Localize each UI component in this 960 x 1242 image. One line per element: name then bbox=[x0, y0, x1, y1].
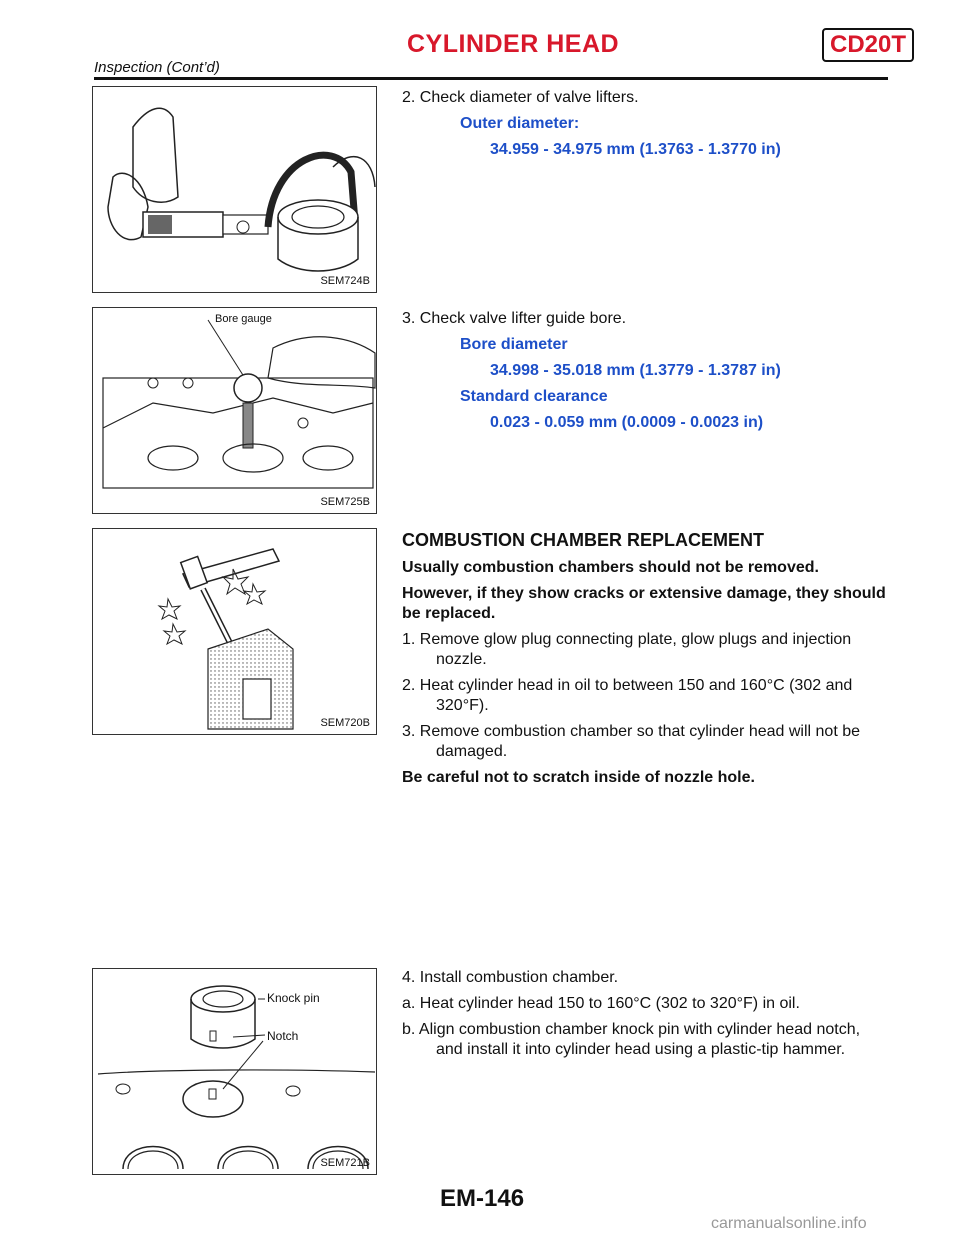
figure-label: SEM725B bbox=[320, 496, 370, 508]
note-do-not-remove: Usually combustion chambers should not be removed. bbox=[402, 559, 819, 576]
step-heat-cylinder-head: 2. Heat cylinder head in oil to between 150 and 160°C (302 and 320°F). bbox=[402, 677, 853, 714]
step-check-lifter-diameter: 2. Check diameter of valve lifters. bbox=[402, 89, 639, 106]
step-install-chamber: 4. Install combustion chamber. bbox=[402, 969, 619, 986]
step-align-knock-pin: b. Align combustion chamber knock pin with cylinder head notch, and install it into cylinder head using a plastic-tip hammer. bbox=[402, 1021, 861, 1058]
figure-label: SEM720B bbox=[320, 717, 370, 729]
figure-bore-gauge bbox=[92, 307, 377, 514]
step-heat-head-in-oil: a. Heat cylinder head 150 to 160°C (302 to 320°F) in oil. bbox=[402, 995, 800, 1012]
step-remove-chamber: 3. Remove combustion chamber so that cylinder head will not be damaged. bbox=[402, 723, 861, 760]
spec-clearance-value: 0.023 - 0.059 mm (0.0009 - 0.0023 in) bbox=[490, 414, 764, 431]
lifter-guide-bore-section bbox=[402, 309, 888, 439]
step-check-guide-bore: 3. Check valve lifter guide bore. bbox=[402, 310, 627, 327]
spec-outer-diameter-value: 34.959 - 34.975 mm (1.3763 - 1.3770 in) bbox=[490, 141, 781, 158]
page-number: EM-146 bbox=[440, 1185, 525, 1212]
combustion-chamber-section bbox=[402, 530, 888, 794]
chamber-install-illustration bbox=[93, 969, 377, 1175]
bore-gauge-callout: Bore gauge bbox=[215, 313, 272, 325]
spec-clearance-label: Standard clearance bbox=[460, 388, 608, 405]
figure-label: SEM721B bbox=[320, 1157, 370, 1169]
figure-chamber-removal bbox=[92, 528, 377, 735]
figure-label: SEM724B bbox=[320, 275, 370, 287]
spec-outer-diameter-label: Outer diameter: bbox=[460, 115, 580, 132]
spec-bore-diameter-value: 34.998 - 35.018 mm (1.3779 - 1.3787 in) bbox=[490, 362, 781, 379]
caution-nozzle-hole: Be careful not to scratch inside of nozzle hole. bbox=[402, 769, 755, 786]
knock-pin-callout: Knock pin bbox=[267, 991, 320, 1005]
figure-chamber-install bbox=[92, 968, 377, 1175]
page-subtitle: Inspection (Cont’d) bbox=[94, 59, 220, 76]
valve-lifter-diameter-section bbox=[402, 88, 888, 166]
install-chamber-section bbox=[402, 968, 888, 1066]
notch-callout: Notch bbox=[267, 1029, 299, 1043]
header-divider bbox=[94, 77, 888, 80]
chamber-removal-illustration bbox=[93, 529, 377, 735]
section-heading: COMBUSTION CHAMBER REPLACEMENT bbox=[402, 530, 764, 550]
note-replace-if-damaged: However, if they show cracks or extensive damage, they should be replaced. bbox=[402, 585, 886, 622]
step-remove-glow-plug: 1. Remove glow plug connecting plate, glow plugs and injection nozzle. bbox=[402, 631, 852, 668]
micrometer-illustration bbox=[93, 87, 377, 293]
spec-bore-diameter-label: Bore diameter bbox=[460, 336, 568, 353]
watermark: carmanualsonline.info bbox=[711, 1215, 867, 1232]
bore-gauge-illustration bbox=[93, 308, 377, 514]
page-title: CYLINDER HEAD bbox=[407, 30, 620, 58]
model-badge: CD20T bbox=[822, 28, 914, 62]
figure-micrometer bbox=[92, 86, 377, 293]
